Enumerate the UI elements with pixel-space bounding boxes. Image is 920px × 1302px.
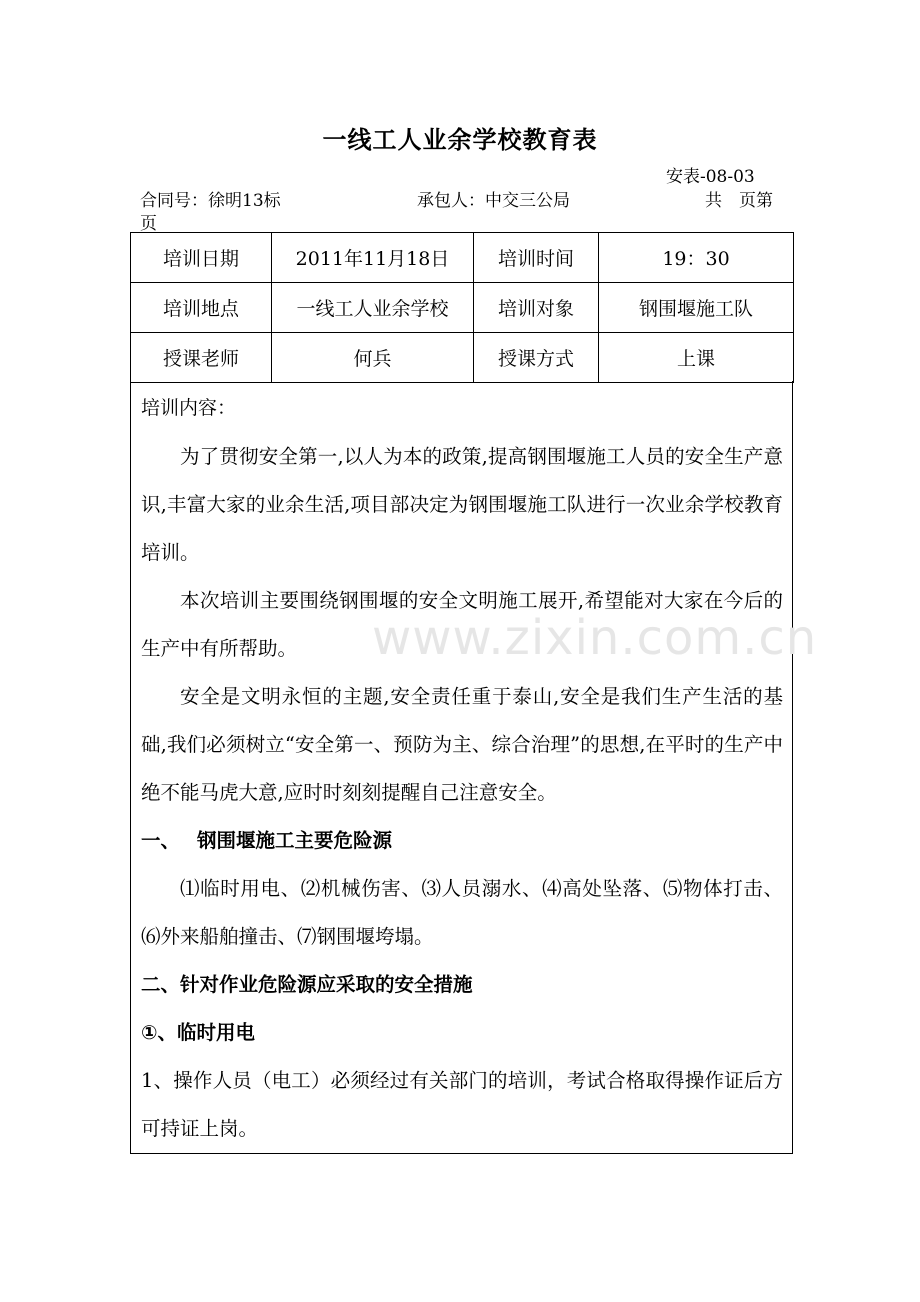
page-count-wrap: 页 [140, 214, 157, 234]
section-heading-measures: 二、针对作业危险源应采取的安全措施 [141, 973, 473, 996]
training-content-box [130, 381, 793, 1154]
contractor: 承包人：中交三公局 [417, 191, 570, 211]
content-label: 培训内容： [141, 397, 237, 419]
value-teaching-method: 上课 [599, 333, 794, 383]
page-count: 共 页第 [705, 191, 773, 211]
info-table [130, 232, 794, 383]
value-training-location: 一线工人业余学校 [272, 283, 474, 333]
value-training-date: 2011年11月18日 [272, 233, 474, 283]
content-paragraph: 本次培训主要围绕钢围堰的安全文明施工展开,希望能对大家在今后的生产中有所帮助。 [141, 589, 783, 660]
label-teaching-method: 授课方式 [474, 333, 599, 383]
info-row-teacher [131, 333, 794, 383]
value-training-time: 19：30 [599, 233, 794, 283]
label-training-date: 培训日期 [131, 233, 272, 283]
subsection-heading-electricity: ①、临时用电 [141, 1021, 256, 1044]
value-teacher: 何兵 [272, 333, 474, 383]
hazards-list: ⑴临时用电、⑵机械伤害、⑶人员溺水、⑷高处坠落、⑸物体打击、⑹外来船舶撞击、⑺钢围堰垮塌。 [141, 877, 783, 948]
contract-number: 合同号：徐明13标 [140, 191, 281, 211]
label-training-time: 培训时间 [474, 233, 599, 283]
content-paragraph: 为了贯彻安全第一,以人为本的政策,提高钢围堰施工人员的安全生产意识,丰富大家的业余生活,项目部决定为钢围堰施工队进行一次业余学校教育培训。 [141, 445, 783, 564]
section-heading-hazards [141, 817, 783, 865]
document-title: 一线工人业余学校教育表 [322, 126, 598, 154]
section-number: 一、 [141, 829, 181, 852]
content-paragraph: 安全是文明永恒的主题,安全责任重于泰山,安全是我们生产生活的基础,我们必须树立“安全第一、预防为主、综合治理”的思想,在平时的生产中绝不能马虎大意,应时时刻刻提醒自己注意安全。 [141, 685, 783, 804]
label-teacher: 授课老师 [131, 333, 272, 383]
label-training-location: 培训地点 [131, 283, 272, 333]
info-row-location [131, 283, 794, 333]
form-code: 安表-08-03 [666, 167, 755, 187]
label-training-target: 培训对象 [474, 283, 599, 333]
info-row-date [131, 233, 794, 283]
section-title: 钢围堰施工主要危险源 [197, 829, 393, 852]
value-training-target: 钢围堰施工队 [599, 283, 794, 333]
watermark: www.zixin.com.cn [372, 610, 818, 666]
measure-item: 1、操作人员（电工）必须经过有关部门的培训，考试合格取得操作证后方可持证上岗。 [141, 1069, 783, 1140]
